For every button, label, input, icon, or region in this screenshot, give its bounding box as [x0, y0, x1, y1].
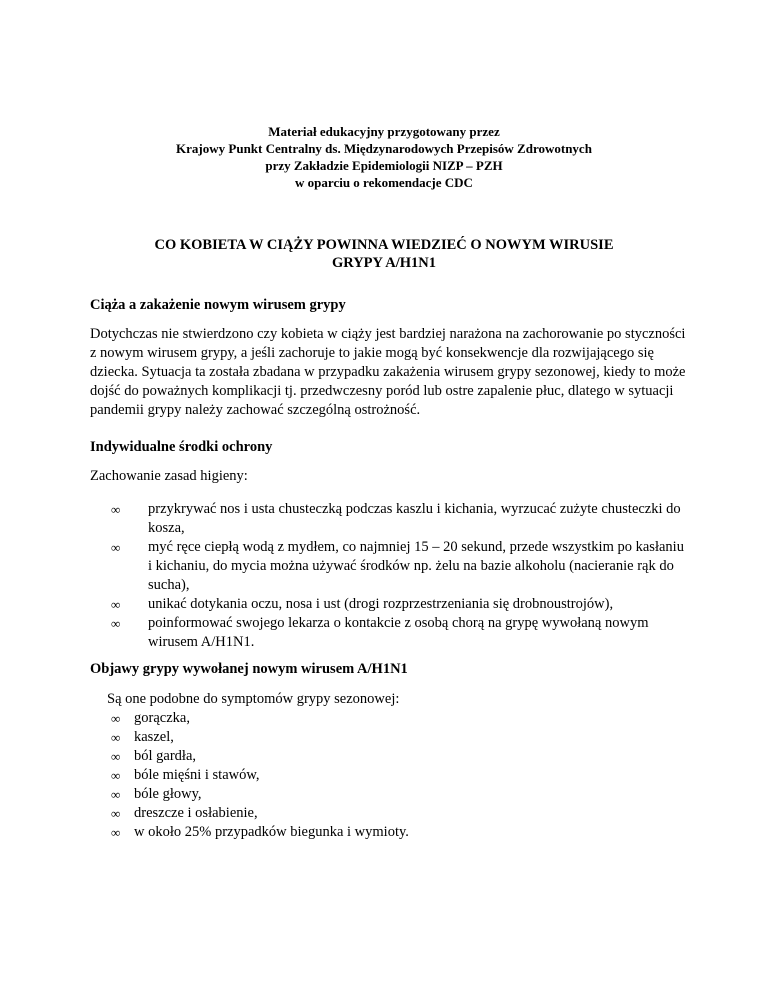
header-line: przy Zakładzie Epidemiologii NIZP – PZH: [265, 158, 503, 173]
symptoms-list: [111, 709, 671, 842]
hygiene-list: [111, 500, 691, 652]
list-item-text: ból gardła,: [134, 748, 197, 764]
list-item: [111, 785, 671, 804]
list-item: [111, 747, 671, 766]
infinity-bullet-icon: ∞: [111, 768, 121, 783]
section-symptoms: [90, 660, 690, 679]
list-item-text: myć ręce ciepłą wodą z mydłem, co najmniej 15 – 20 sekund, przede wszystkim po kasłaniu i kichaniu, do mycia można używać środków np. żelu na bazie alkoholu (nacieranie rąk do sucha),: [148, 539, 684, 593]
infinity-bullet-icon: ∞: [111, 502, 121, 517]
infinity-bullet-icon: ∞: [111, 540, 121, 555]
list-item-text: kaszel,: [134, 729, 174, 745]
infinity-bullet-icon: ∞: [111, 730, 121, 745]
title-line: CO KOBIETA W CIĄŻY POWINNA WIEDZIEĆ O NOWYM WIRUSIE: [154, 237, 614, 253]
infinity-bullet-icon: ∞: [111, 787, 121, 802]
list-item: [111, 538, 691, 595]
list-item: [111, 614, 691, 652]
list-item-text: dreszcze i osłabienie,: [134, 805, 258, 821]
list-item-text: bóle głowy,: [134, 786, 202, 802]
section-pregnancy: [90, 296, 690, 315]
infinity-bullet-icon: ∞: [111, 711, 121, 726]
infinity-bullet-icon: ∞: [111, 597, 121, 612]
section-intro: Są one podobne do symptomów grypy sezonowej:: [107, 691, 400, 707]
section-heading: Ciąża a zakażenie nowym wirusem grypy: [90, 297, 346, 313]
list-item: [111, 728, 671, 747]
section-paragraph: Dotychczas nie stwierdzono czy kobieta w ciąży jest bardziej narażona na zachorowanie po styczności z nowym wirusem grypy, a jeśli zachoruje to jakie mogą być konsekwencje dla rozwijającego się dziecka. Sytuacja ta została zbadana w przypadku zakażenia wirusem grypy sezonowej, kiedy to może dojść do poważnych komplikacji tj. przedwczesny poród lub ostre zapalenie płuc, dlatego w sytuacji pandemii grypy należy zachować szczególną ostrożność.: [90, 326, 686, 418]
document-header: [0, 123, 768, 191]
header-line: w oparciu o rekomendacje CDC: [295, 175, 473, 190]
document-title: [0, 236, 768, 272]
list-item: [111, 804, 671, 823]
list-item-text: unikać dotykania oczu, nosa i ust (drogi rozprzestrzeniania się drobnoustrojów),: [148, 596, 614, 612]
list-item: [111, 709, 671, 728]
list-item: [111, 766, 671, 785]
title-line: GRYPY A/H1N1: [331, 255, 437, 271]
section-symptoms-intro: [107, 690, 707, 709]
list-item-text: poinformować swojego lekarza o kontakcie z osobą chorą na grypę wywołaną nowym wirusem A/H1N1.: [148, 615, 649, 650]
section-pregnancy-body: [90, 325, 688, 420]
list-item-text: przykrywać nos i usta chusteczką podczas kaszlu i kichania, wyrzucać zużyte chusteczki do kosza,: [148, 501, 681, 536]
section-heading: Objawy grypy wywołanej nowym wirusem A/H1N1: [90, 661, 408, 677]
section-heading: Indywidualne środki ochrony: [90, 439, 273, 455]
infinity-bullet-icon: ∞: [111, 749, 121, 764]
header-line: Materiał edukacyjny przygotowany przez: [268, 124, 500, 139]
infinity-bullet-icon: ∞: [111, 825, 121, 840]
list-item: [111, 595, 691, 614]
list-item: [111, 500, 691, 538]
infinity-bullet-icon: ∞: [111, 806, 121, 821]
header-line: Krajowy Punkt Centralny ds. Międzynarodowych Przepisów Zdrowotnych: [176, 141, 592, 156]
section-protection-intro: [90, 467, 690, 486]
section-protection: [90, 438, 690, 457]
infinity-bullet-icon: ∞: [111, 616, 121, 631]
list-item-text: w około 25% przypadków biegunka i wymioty.: [134, 824, 409, 840]
section-intro: Zachowanie zasad higieny:: [90, 468, 248, 484]
list-item-text: bóle mięśni i stawów,: [134, 767, 260, 783]
list-item-text: gorączka,: [134, 710, 190, 726]
list-item: [111, 823, 671, 842]
